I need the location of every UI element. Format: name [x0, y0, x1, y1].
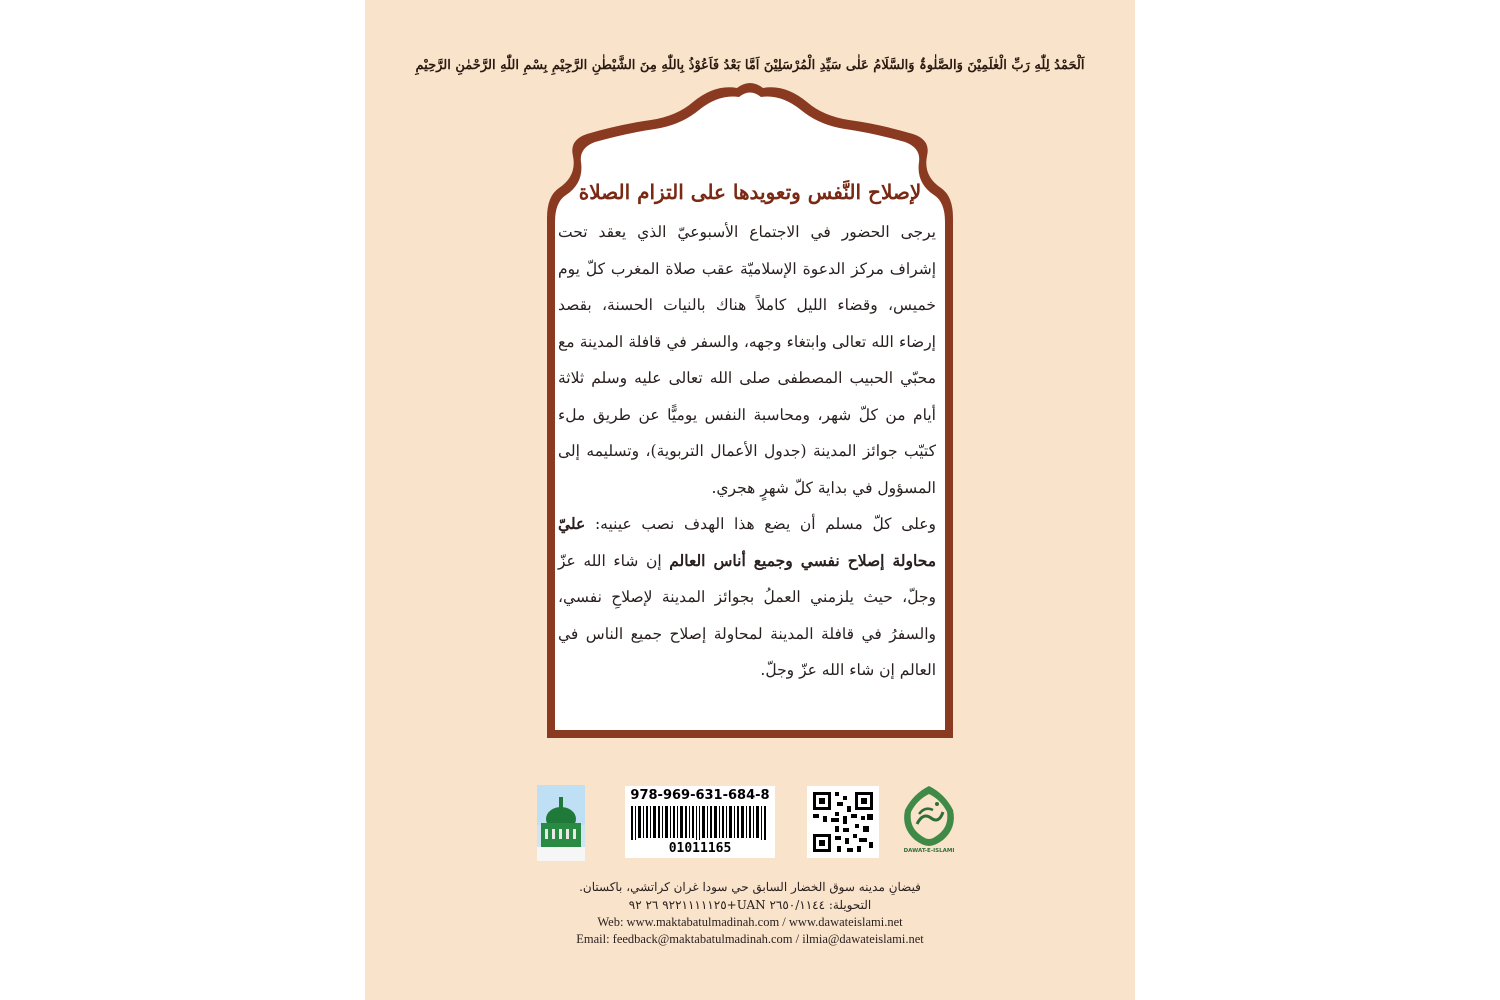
- qr-code-icon: [807, 786, 879, 858]
- paragraph-2: [558, 506, 936, 689]
- isbn-number: 978-969-631-684-8: [630, 788, 770, 803]
- barcode-number: 01011165: [668, 841, 732, 856]
- footer-web: Web: www.maktabatulmadinah.com / www.dawateislami.net: [597, 915, 903, 929]
- footer-email: Email: feedback@maktabatulmadinah.com / ilmia@dawateislami.net: [576, 932, 924, 946]
- dawat-e-islami-logo: [899, 784, 959, 862]
- publisher-footer: [365, 878, 1135, 948]
- footer-phone: التحويلة: ٢٦٥٠/١١٤٤ UAN+٩٢٢١١١١١٢٥ ٢٦ ٩٢: [628, 898, 872, 912]
- book-back-cover: [365, 0, 1135, 1000]
- isbn-barcode: [625, 786, 775, 858]
- dawat-e-islami-label: DAWAT-E-ISLAMI: [903, 848, 955, 854]
- header-invocation: اَلْحَمْدُ لِلّٰهِ رَبِّ الْعٰلَمِیْنَ وَالصَّلٰوۃُ وَالسَّلَامُ عَلٰی سَیِّدِ الْمُرْسَلِیْنَ اَمَّا بَعْدُ فَاَعُوْذُ بِاللّٰهِ مِنَ الشَّیْطٰنِ الرَّجِیْمِ بِسْمِ اللّٰهِ الرَّحْمٰنِ الرَّحِیْمِ: [415, 58, 1085, 73]
- paragraph-2-end: إن شاء الله عزّ وجلّ، حيث يلزمني العملُ بجوائز المدينة لإصلاحِ نفسي، والسفرُ في قافلة المدينة لمحاولة إصلاح جميع الناس في العالم إن شاء الله عزّ وجلّ.: [558, 551, 936, 679]
- panel-title: لإصلاح النَّفس وتعويدها على التزام الصلاة: [578, 180, 922, 204]
- paragraph-2-start: وعلى كلّ مسلم أن يضع هذا الهدف نصب عينيه:: [585, 515, 936, 533]
- footer-address: فيضانِ مدينه سوق الخضار السابق حي سودا غران كراتشي، باكستان.: [579, 880, 921, 894]
- paragraph-2-bold: عليّ محاولة إصلاح نفسي وجميع أناس العالم: [558, 514, 937, 570]
- logo-row: [365, 780, 1135, 860]
- green-dome-icon: [537, 785, 585, 861]
- paragraph-1: يرجى الحضور في الاجتماع الأسبوعيّ الذي يعقد تحت إشراف مركز الدعوة الإسلاميّة عقب صلاة المغرب كلّ يوم خميس، وقضاء الليل كاملاً هناك بالنيات الحسنة، بقصد إرضاء الله تعالى وابتغاء وجهه، والسفر في قافلة المدينة مع محبّي الحبيب المصطفى صلى الله تعالى عليه وسلم ثلاثة أيام من كلّ شهر، ومحاسبة النفس يوميًّا عن طريق ملء كتيّب جوائز المدينة (جدول الأعمال التربوية)، وتسليمه إلى المسؤول في بداية كلّ شهرٍ هجري.: [558, 223, 936, 497]
- barcode-bars: [631, 806, 769, 840]
- panel-body: [558, 214, 936, 689]
